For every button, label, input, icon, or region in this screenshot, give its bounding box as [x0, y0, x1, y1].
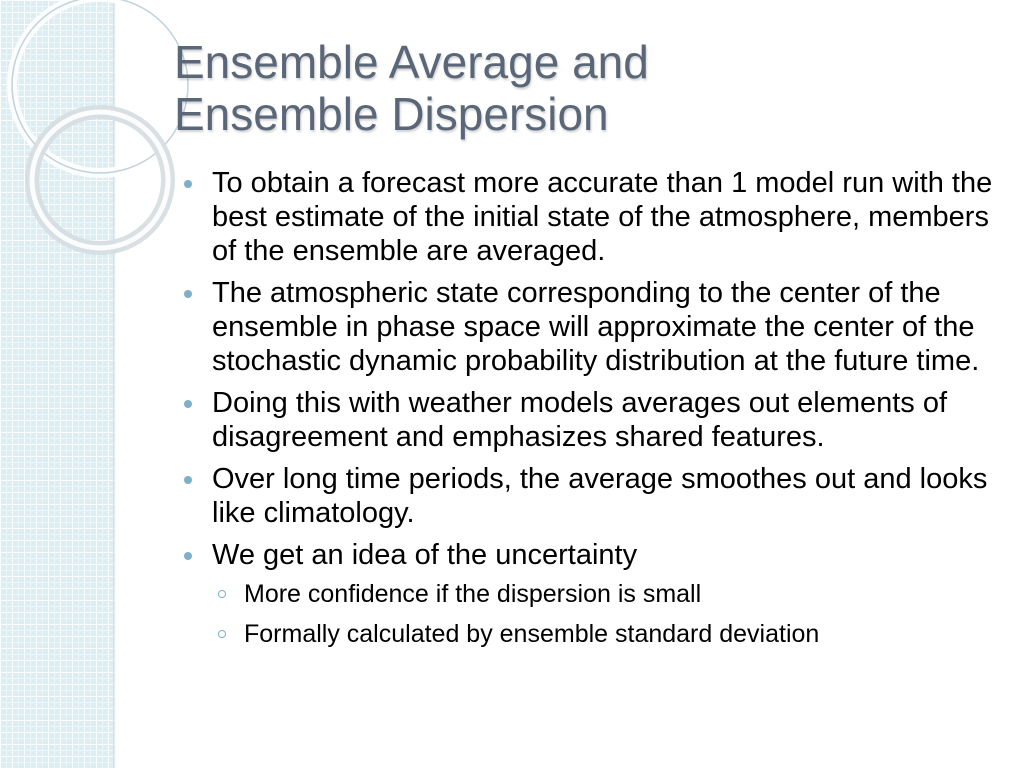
hollow-bullet-icon	[218, 630, 226, 638]
sub-bullet-text: More confidence if the dispersion is small	[244, 580, 702, 608]
bullet-text: We get an idea of the uncertainty	[212, 539, 638, 571]
bullet-dot-icon	[184, 180, 192, 188]
sub-bullet-text: Formally calculated by ensemble standard deviation	[244, 620, 820, 648]
bullet-item	[182, 538, 1002, 652]
bullet-item	[182, 462, 1002, 530]
bullet-list	[182, 166, 1002, 660]
sub-bullet-list	[212, 576, 1002, 652]
sub-bullet-item	[212, 576, 1002, 612]
slide-title	[174, 36, 994, 140]
bullet-text: Doing this with weather models averages out elements of disagreement and emphasizes shared features.	[212, 387, 948, 453]
bullet-text: The atmospheric state corresponding to the center of the ensemble in phase space will approximate the center of the stochastic dynamic probability distribution at the future time.	[212, 277, 980, 377]
bullet-item	[182, 276, 1002, 378]
bullet-text: To obtain a forecast more accurate than 1 model run with the best estimate of the initial state of the atmosphere, members of the ensemble are averaged.	[212, 167, 993, 267]
bullet-item	[182, 386, 1002, 454]
slide-title-line-2: Ensemble Dispersion	[174, 88, 609, 140]
bullet-dot-icon	[184, 290, 192, 298]
bullet-dot-icon	[184, 400, 192, 408]
sub-bullet-item	[212, 616, 1002, 652]
bullet-text: Over long time periods, the average smoothes out and looks like climatology.	[212, 463, 988, 529]
bullet-item	[182, 166, 1002, 268]
bullet-dot-icon	[184, 476, 192, 484]
bullet-dot-icon	[184, 552, 192, 560]
hollow-bullet-icon	[218, 590, 226, 598]
slide-title-line-1: Ensemble Average and	[174, 36, 649, 88]
decorative-rings	[0, 0, 200, 300]
